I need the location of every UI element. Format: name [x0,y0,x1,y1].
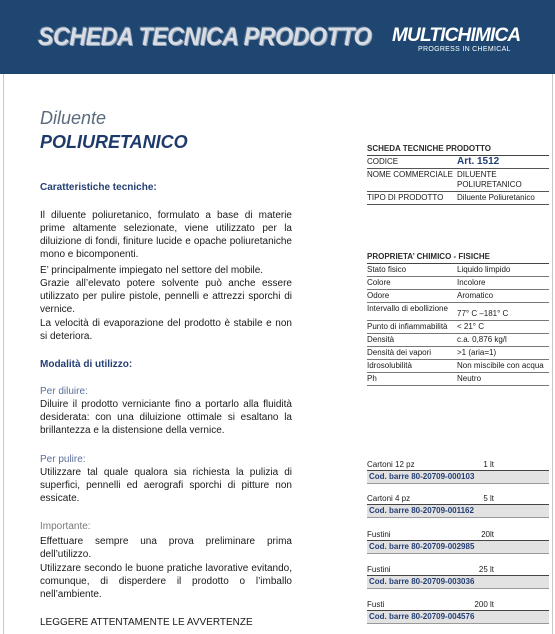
pack-qty: 1 lt [483,460,494,469]
usage-sector-paragraph: E’ principalmente impiegato nel settore del mobile. [40,265,264,276]
proprieta-value: >1 (aria=1) [457,348,497,357]
proprieta-key: Densità [367,335,395,344]
scheda-heading: SCHEDA TECNICHE PRODOTTO [367,144,549,156]
pack-row [367,459,549,471]
importante-paragraph-1: Effettuare sempre una prova preliminare prima dell’utilizzo. [40,536,292,560]
scheda-key: CODICE [367,157,399,166]
diluire-heading: Per diluire: [40,386,88,397]
proprieta-table [367,252,549,386]
scheda-key: NOME COMMERCIALE [367,170,453,179]
warning-footer: LEGGERE ATTENTAMENTE LE AVVERTENZE [40,617,253,628]
intro-paragraph: Il diluente poliuretanico, formulato a base di materie prime altamente selezionate, viene utilizzato per la diluizione di fondi, finiture lucide e opache poliuretaniche mono e bicomponenti. [40,210,292,260]
product-name-line2: POLIURETANICO [40,132,188,152]
pack-qty: 20lt [481,530,494,539]
proprieta-row [367,347,549,360]
pack-label: Fustini [367,565,391,574]
proprieta-value: Neutro [457,374,482,383]
pack-block [367,564,549,589]
proprieta-key: Punto di infiammabilità [367,322,448,331]
proprieta-row [367,334,549,347]
proprieta-heading: PROPRIETA’ CHIMICO - FISICHE [367,252,549,264]
scheda-key: TIPO DI PRODOTTO [367,193,444,202]
right-divider [552,74,553,634]
document-title: SCHEDA TECNICA PRODOTTO [38,23,372,51]
pack-label: Fustini [367,530,391,539]
proprieta-row [367,360,549,373]
pack-block [367,599,549,624]
pulire-paragraph: Utilizzare tal quale qualora sia richiesta la pulizia di superfici, pennelli ed aerografi sporchi di pitture non essicate. [40,467,292,504]
pack-barcode: Cod. barre 80-20709-003036 [367,576,549,589]
scheda-row [367,192,549,205]
scheda-value: Art. 1512 [457,156,500,167]
proprieta-key: Densità dei vapori [367,348,432,357]
caratteristiche-heading: Caratteristiche tecniche: [40,182,157,193]
proprieta-row [367,290,549,303]
proprieta-row [367,277,549,290]
proprieta-value: Incolore [457,278,486,287]
proprieta-key: Intervallo di ebollizione [367,304,448,313]
pack-label: Cartoni 12 pz [367,460,415,469]
pulire-heading: Per pulire: [40,454,86,465]
proprieta-value: Non miscibile con acqua [457,361,544,370]
proprieta-row [367,303,549,321]
proprieta-value: c.a. 0,876 kg/l [457,335,507,344]
pack-label: Fusti [367,600,385,609]
proprieta-key: Stato fisico [367,265,407,274]
proprieta-key: Colore [367,278,391,287]
pack-qty: 25 lt [478,565,494,574]
pack-block [367,529,549,554]
scheda-value: DILUENTE POLIURETANICO [457,170,522,189]
importante-heading: Importante: [40,521,91,532]
pack-label: Cartoni 4 pz [367,494,411,503]
left-divider [3,74,4,634]
proprieta-key: Odore [367,291,390,300]
importante-paragraph-2: Utilizzare secondo le buone pratiche lavorative evitando, comunque, di disperdere il prodotto o l’imballo nell’ambiente. [40,563,292,600]
evaporation-paragraph: La velocità di evaporazione del prodotto è stabile e non si deteriora. [40,318,292,342]
cleaning-paragraph: Grazie all’elevato potere solvente può anche essere utilizzato per pulire pistole, pennelli e attrezzi sporchi di vernice. [40,278,292,315]
pack-barcode: Cod. barre 80-20709-000103 [367,471,549,484]
proprieta-value: < 21° C [457,322,484,331]
pack-block [367,459,549,484]
proprieta-key: Ph [367,374,377,383]
proprieta-value: Liquido limpido [457,265,511,274]
company-logo [392,26,542,56]
pack-row [367,564,549,576]
scheda-row [367,169,549,192]
proprieta-value: Aromatico [457,291,494,300]
pack-barcode: Cod. barre 80-20709-002985 [367,541,549,554]
proprieta-value: 77° C –181° C [457,309,509,318]
pack-row [367,529,549,541]
pack-barcode: Cod. barre 80-20709-001162 [367,505,549,518]
proprieta-row [367,373,549,386]
proprieta-key: Idrosolubilità [367,361,412,370]
pack-block [367,493,549,518]
logo-tagline: PROGRESS IN CHEMICAL [418,46,511,53]
product-name-line1: Diluente [40,108,107,128]
scheda-table [367,144,549,205]
proprieta-row [367,321,549,334]
header-bar [0,0,555,74]
pack-row [367,493,549,505]
pack-row [367,599,549,611]
scheda-row [367,156,549,169]
scheda-value: Diluente Poliuretanico [457,193,535,202]
diluire-paragraph: Diluire il prodotto verniciante fino a portarlo alla fluidità desiderata: con una diluizione ottimale si esaltano la brillantezza e la distensione della vernice. [40,399,292,436]
logo-wordmark: MULTICHIMICA [392,25,521,46]
pack-barcode: Cod. barre 80-20709-004576 [367,611,549,624]
pack-qty: 200 lt [474,600,494,609]
modalita-heading: Modalità di utilizzo: [40,359,133,370]
proprieta-row [367,264,549,277]
pack-qty: 5 lt [483,494,494,503]
